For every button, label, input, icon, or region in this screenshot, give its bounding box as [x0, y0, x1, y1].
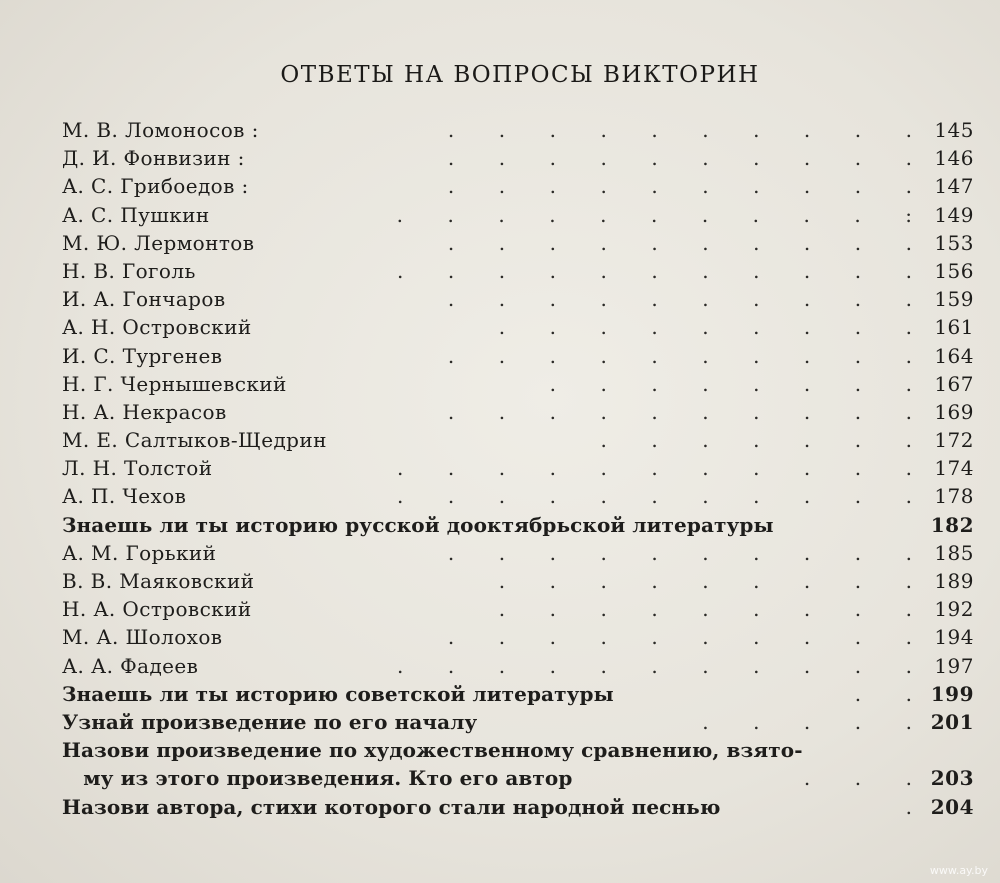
- toc-entry: [62, 342, 974, 370]
- toc-leader-dots: . . . . . . . . . . .: [397, 484, 912, 509]
- toc-entry: [62, 116, 974, 144]
- toc-entry: [62, 398, 974, 426]
- toc-leader-dots: . . . . . . . . . . .: [397, 258, 912, 283]
- toc-leader-dots: . . . . . . . . . . :: [396, 202, 912, 227]
- toc-entry: [62, 764, 974, 792]
- toc-page-number: 147: [934, 174, 974, 199]
- toc-leader-dots: . . . . . . . . . .: [447, 230, 912, 255]
- toc-page-number: 189: [934, 569, 974, 593]
- toc-entry: [62, 201, 974, 229]
- toc-page-number: 161: [934, 315, 974, 340]
- toc-entry-label: М. А. Шолохов: [62, 625, 223, 650]
- toc-entry: [62, 172, 974, 200]
- toc-entry-label: Назови произведение по художественному сравнению, взято-: [62, 738, 803, 763]
- toc-entry-label: Назови автора, стихи которого стали народной песнью: [62, 794, 721, 819]
- toc-entry: [62, 257, 974, 285]
- toc-entry: [62, 793, 974, 821]
- toc-page-number: 145: [934, 118, 974, 142]
- toc-leader-dots: . .: [854, 681, 912, 706]
- toc-page-number: 204: [930, 794, 974, 819]
- toc-entry: [62, 680, 974, 708]
- toc-page-number: 153: [934, 230, 974, 255]
- watermark: www.ay.by: [929, 864, 988, 877]
- toc-page-number: 169: [934, 399, 974, 424]
- toc-entry-label: Н. А. Некрасов: [62, 399, 227, 424]
- toc-leader-dots: . . . . . . . . . .: [447, 118, 912, 142]
- toc-entry: [62, 454, 974, 482]
- toc-entry-label: Д. И. Фонвизин :: [62, 146, 245, 171]
- toc-page-number: 199: [930, 681, 974, 706]
- toc-entry: [62, 736, 974, 764]
- toc-entry-label: М. Е. Салтыков-Щедрин: [62, 428, 327, 453]
- toc-leader-dots: . . . . . . . . . .: [447, 343, 912, 368]
- toc-leader-dots: . . . . . . . . . .: [447, 399, 912, 424]
- toc-page-number: 194: [934, 625, 974, 650]
- toc-leader-dots: . . .: [803, 766, 912, 791]
- toc-leader-dots: . . . . . . . . .: [498, 315, 912, 340]
- toc-leader-dots: . . . . . . . . .: [498, 597, 912, 622]
- toc-entry: [62, 708, 974, 736]
- toc-entry-label: И. С. Тургенев: [62, 343, 223, 368]
- toc-page-number: 149: [934, 202, 974, 227]
- toc-entry-label: Знаешь ли ты историю русской дооктябрьской литературы: [62, 512, 774, 537]
- toc-entry: [62, 313, 974, 341]
- toc-entry-label: В. В. Маяковский: [62, 569, 255, 593]
- toc-page-number: 172: [934, 428, 974, 453]
- toc-entry-label: А. С. Пушкин: [62, 202, 210, 227]
- toc-leader-dots: . . . . .: [702, 709, 912, 734]
- toc-entry-label: М. В. Ломоносов :: [62, 118, 259, 142]
- toc-leader-dots: .: [905, 794, 912, 819]
- toc-page-number: 167: [934, 371, 974, 396]
- toc-entry-label: И. А. Гончаров: [62, 287, 226, 312]
- toc-entry: [62, 511, 974, 539]
- toc-page-number: 156: [934, 258, 974, 283]
- toc-leader-dots: . . . . . . . . .: [498, 569, 912, 593]
- toc-page-number: 192: [934, 597, 974, 622]
- toc-entry: [62, 229, 974, 257]
- toc-entry-label: Н. А. Островский: [62, 597, 252, 622]
- toc-entry-label: М. Ю. Лермонтов: [62, 230, 255, 255]
- toc-page-number: 164: [934, 343, 974, 368]
- toc-entry: [62, 285, 974, 313]
- table-of-contents: [62, 116, 974, 821]
- toc-page-number: 178: [934, 484, 974, 509]
- toc-entry-label: Н. Г. Чернышевский: [62, 371, 287, 396]
- toc-entry: [62, 623, 974, 651]
- toc-leader-dots: . . . . . . . . . .: [447, 174, 912, 199]
- toc-entry: [62, 370, 974, 398]
- toc-leader-dots: . . . . . . . . . . .: [397, 456, 912, 481]
- toc-entry-label: Знаешь ли ты историю советской литературы: [62, 681, 614, 706]
- toc-leader-dots: . . . . . . . .: [549, 371, 912, 396]
- toc-page-number: 203: [930, 766, 974, 791]
- toc-entry-label: А. А. Фадеев: [62, 653, 199, 678]
- toc-leader-dots: . . . . . . . . . .: [447, 287, 912, 312]
- toc-entry: [62, 144, 974, 172]
- toc-entry: [62, 426, 974, 454]
- toc-entry: [62, 567, 974, 595]
- toc-entry-label: му из этого произведения. Кто его автор: [62, 766, 573, 791]
- toc-entry-label: А. Н. Островский: [62, 315, 252, 340]
- toc-entry-label: Узнай произведение по его началу: [62, 709, 478, 734]
- toc-page-number: 174: [934, 456, 974, 481]
- toc-page-number: 146: [934, 146, 974, 171]
- toc-page-number: 182: [930, 512, 974, 537]
- toc-page-number: 201: [930, 709, 974, 734]
- toc-page-number: 159: [934, 287, 974, 312]
- toc-leader-dots: . . . . . . . . . .: [447, 540, 912, 565]
- toc-entry: [62, 595, 974, 623]
- toc-entry-label: А. П. Чехов: [62, 484, 187, 509]
- toc-entry-label: А. М. Горький: [62, 540, 217, 565]
- toc-leader-dots: . . . . . . . . . .: [447, 625, 912, 650]
- toc-page-number: 185: [934, 540, 974, 565]
- toc-page-number: 197: [934, 653, 974, 678]
- toc-entry: [62, 652, 974, 680]
- toc-entry: [62, 539, 974, 567]
- toc-leader-dots: . . . . . . .: [600, 428, 912, 453]
- toc-leader-dots: . . . . . . . . . .: [447, 146, 912, 171]
- toc-leader-dots: . . . . . . . . . . .: [397, 653, 912, 678]
- page-title: ОТВЕТЫ НА ВОПРОСЫ ВИКТОРИН: [280, 62, 760, 88]
- toc-entry-label: А. С. Грибоедов :: [62, 174, 249, 199]
- toc-entry-label: Н. В. Гоголь: [62, 258, 196, 283]
- toc-entry-label: Л. Н. Толстой: [62, 456, 213, 481]
- toc-entry: [62, 482, 974, 510]
